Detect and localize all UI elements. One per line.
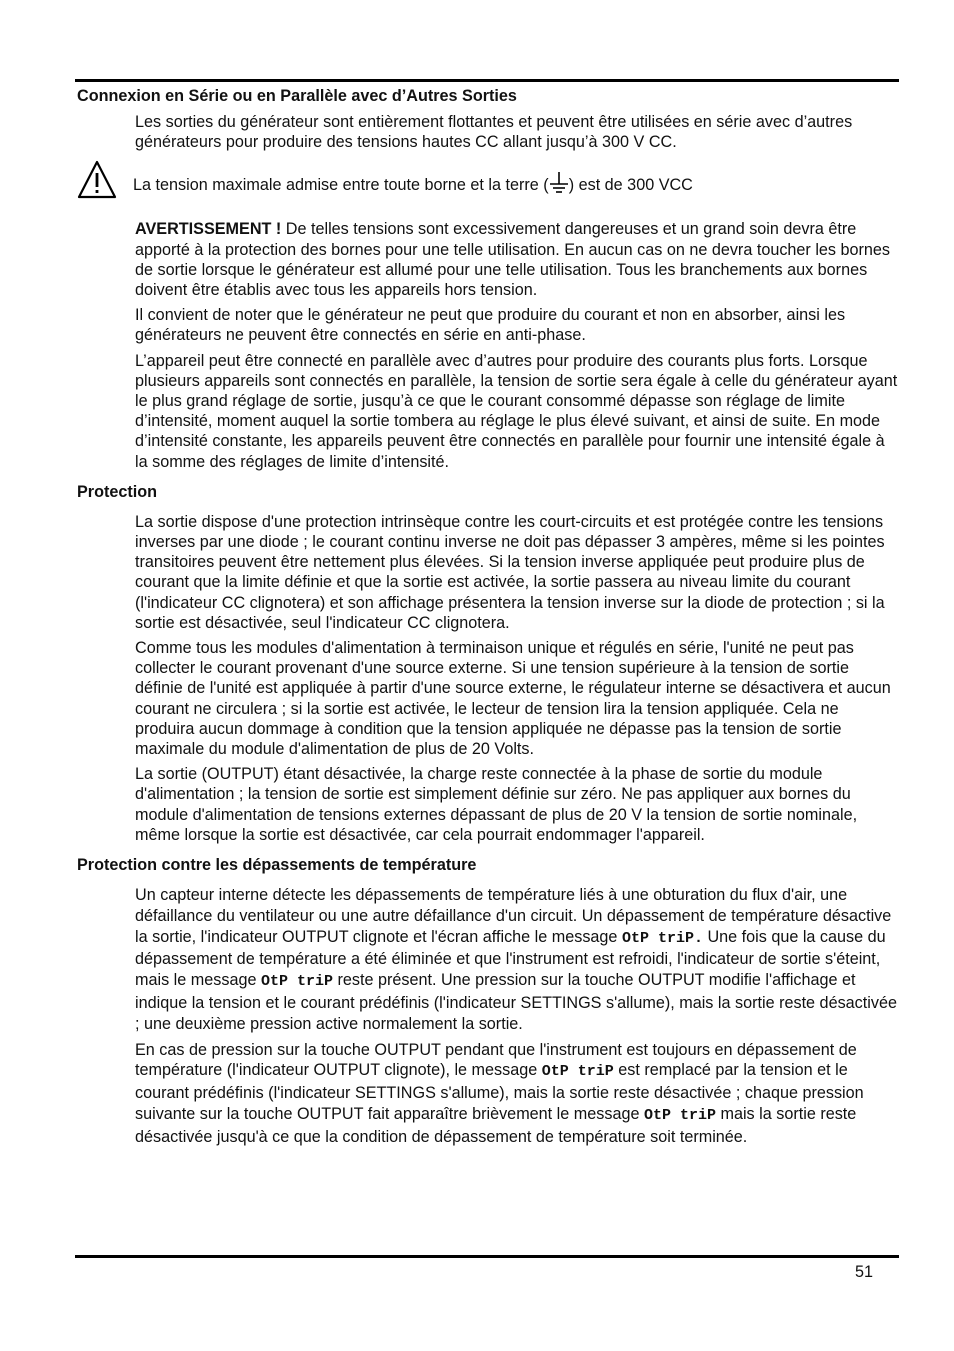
text-run: est remplacé par la tension et le courant prédéfinis (l'indicateur SETTINGS s'allume), mais la sortie reste désactivée ; chaque pression suivante sur la touche OUTPUT fait apparaître brièvement le message [135, 1061, 864, 1124]
paragraph: Les sorties du générateur sont entièrement flottantes et peuvent être utilisées en série avec d’autres générateurs pour produire des tensions hautes CC allant jusqu’à 300 V CC. [135, 113, 853, 152]
section-body-series-parallel [135, 112, 899, 152]
warning-paragraph [135, 219, 899, 300]
warning-paragraph-text: De telles tensions sont excessivement dangereuses et un grand soin devra être apporté à la protection des bornes pour une telle utilisation. En aucun cas on ne devra toucher les bornes de sortie lorsque le générateur est allumé pour une telle utilisation. Tous les branchements aux bornes doivent être établis avec tous les appareils hors tension. [135, 220, 891, 300]
section-heading-protection: Protection [77, 482, 158, 501]
paragraph: La sortie (OUTPUT) étant désactivée, la charge reste connectée à la phase de sortie du module d'alimentation ; la tension de sortie est simplement définie sur zéro. Ne pas appliquer aux bornes du module d'alimentation de tensions externes dépassant de plus de 20 V la tension de sortie nominale, même lorsque la sortie est désactivée, car cela pourrait endommager l'appareil. [135, 765, 858, 844]
warning-text [133, 172, 693, 198]
section-body-series-parallel-cont [135, 219, 899, 471]
section-body-temperature [135, 885, 899, 1148]
text-run: reste présent. Une pression sur la touche OUTPUT modifie l'affichage et indique la tension et le courant prédéfinis (l'indicateur SETTINGS s'allume), mais la sortie reste désactivée ; une deuxième pression active normalement la sortie. [135, 971, 897, 1033]
paragraph: Il convient de noter que le générateur ne peut que produire du courant et non en absorber, ainsi les générateurs ne peuvent être connectés en série en anti-phase. [135, 306, 846, 345]
text-run: Une fois que la cause du dépassement de température a été éliminée et que l'instrument est refroidi, l'indicateur de sortie s'éteint, mais le message [135, 927, 886, 990]
page-content [77, 86, 899, 1148]
section-body-protection [135, 512, 899, 845]
voltage-warning [77, 160, 899, 200]
bottom-rule [75, 1255, 899, 1258]
display-message: OtP triP [260, 973, 333, 991]
warning-label: AVERTISSEMENT ! [135, 220, 282, 239]
display-message: OtP triP [643, 1107, 716, 1125]
section-heading-series-parallel: Connexion en Série ou en Parallèle avec d’Autres Sorties [77, 87, 517, 105]
display-message: OtP triP [541, 1063, 614, 1081]
warning-text-before: La tension maximale admise entre toute borne et la terre ( [133, 176, 549, 195]
text-run: Un capteur interne détecte les dépassements de température liés à une obturation du flux d'air, une défaillance du ventilateur ou une autre défaillance d'un circuit. Un dépassement de température désactive la sortie, l'indicateur OUTPUT clignote et l'écran affiche le message [135, 886, 892, 946]
top-rule [75, 79, 899, 82]
text-run: En cas de pression sur la touche OUTPUT pendant que l'instrument est toujours en dépassement de température (l'indicateur OUTPUT clignote), le message [135, 1040, 857, 1080]
paragraph: La sortie dispose d'une protection intrinsèque contre les court-circuits et est protégée contre les tensions inverses par une diode ; le courant continu inverse ne doit pas dépasser 3 ampères, même si les pointes transitoires peuvent être nettement plus élevées. Si la tension inverse appliquée peut produire plus de courant que la limite définie et que la sortie est activée, la sortie passera au niveau limite du courant (l'indicateur CC clignotera) et son affichage présentera la tension inverse sur la diode de protection ; si la sortie est désactivée, seul l'indicateur CC clignotera. [135, 512, 885, 632]
paragraph: L’appareil peut être connecté en parallèle avec d’autres pour produire des courants plus forts. Lorsque plusieurs appareils sont connectés en parallèle, la tension de sortie sera égale à celle du générateur ayant le plus grand réglage de sortie, jusqu’à ce que le courant consommé dépasse son réglage de limite d’intensité, moment auquel la sortie tombera au réglage le plus élevé suivant, et ainsi de suite. En mode d’intensité constante, les appareils peuvent être connectés en parallèle pour fournir une intensité égale à la somme des réglages de limite d’intensité. [135, 351, 898, 471]
section-heading-temperature: Protection contre les dépassements de température [77, 856, 477, 875]
paragraph: Comme tous les modules d'alimentation à terminaison unique et régulés en série, l'unité ne peut pas collecter le courant provenant d'une source externe. Si une tension supérieure à la tension de sortie définie de l'unité est appliquée à partir d'une source externe, le régulateur interne se désactivera et aucun courant ne circulera ; si la sortie est activée, le lecteur de tension lira la tension appliquée. Cela ne produira aucun dommage à condition que la tension appliquée ne dépasse pas la tension de sortie maximale du module d'alimentation de plus de 20 Volts. [135, 639, 891, 759]
earth-ground-icon [549, 172, 569, 198]
warning-text-after: ) est de 300 VCC [568, 176, 693, 195]
display-message: OtP triP. [621, 929, 703, 947]
text-run: mais la sortie reste désactivée jusqu'à ce que la condition de dépassement de température soit terminée. [135, 1105, 857, 1146]
warning-triangle-icon [77, 160, 117, 200]
page-number: 51 [855, 1263, 874, 1281]
paragraph [135, 885, 899, 1035]
paragraph [135, 1040, 899, 1148]
